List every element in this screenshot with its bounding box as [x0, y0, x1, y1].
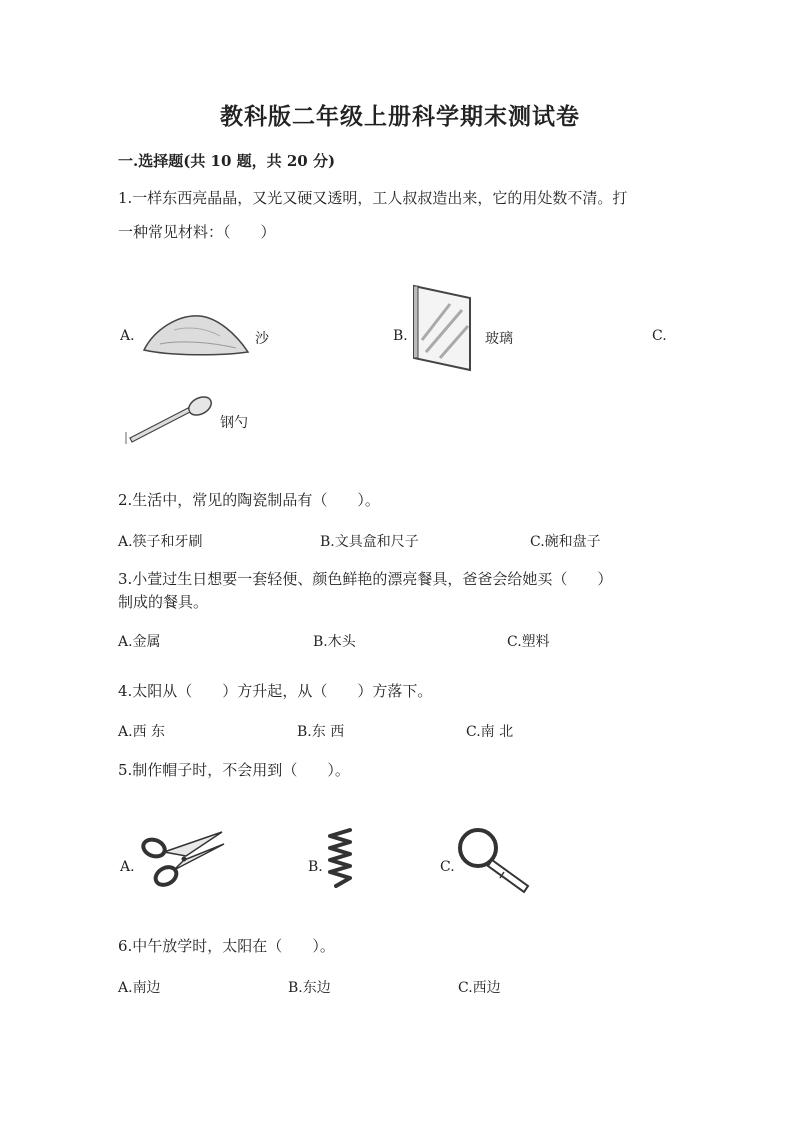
- q2-option-c: C.碗和盘子: [530, 534, 601, 550]
- q1-option-a-label: 沙: [255, 331, 269, 347]
- q1-option-a-letter: A.: [120, 328, 135, 344]
- q3-option-a: A.金属: [118, 634, 161, 650]
- q6-option-b: B.东边: [288, 980, 331, 996]
- q1-option-b-label: 玻璃: [485, 331, 513, 347]
- q4-option-c: C.南 北: [466, 724, 514, 740]
- magnifying-glass-icon: [454, 824, 538, 894]
- question-3-line-1: 3.小萱过生日想要一套轻便、颜色鲜艳的漂亮餐具，爸爸会给她买（ ）: [118, 570, 613, 588]
- question-1-line-1: 1.一样东西亮晶晶，又光又硬又透明，工人叔叔造出来，它的用处数不清。打: [118, 189, 628, 207]
- q1-option-c-letter: C.: [652, 328, 667, 344]
- q4-option-b: B.东 西: [297, 724, 345, 740]
- question-5-line-1: 5.制作帽子时，不会用到（ ）。: [118, 761, 350, 779]
- q5-option-c-letter: C.: [440, 859, 455, 875]
- q6-option-c: C.西边: [458, 980, 501, 996]
- section-heading: 一.选择题(共 10 题，共 20 分): [118, 152, 336, 170]
- question-4-line-1: 4.太阳从（ ）方升起，从（ ）方落下。: [118, 682, 433, 700]
- q5-option-b-letter: B.: [308, 859, 323, 875]
- page-title: 教科版二年级上册科学期末测试卷: [220, 103, 580, 130]
- q2-option-a: A.筷子和牙刷: [118, 534, 203, 550]
- steel-spoon-icon: [120, 392, 216, 450]
- sand-pile-icon: [140, 310, 252, 358]
- q5-option-a-letter: A.: [120, 859, 135, 875]
- q4-option-a: A.西 东: [118, 724, 166, 740]
- q3-option-b: B.木头: [313, 634, 356, 650]
- q1-option-c-label: 钢勺: [220, 415, 248, 431]
- question-6-line-1: 6.中午放学时，太阳在（ ）。: [118, 937, 335, 955]
- scissors-icon: [140, 826, 226, 890]
- spring-icon: [322, 826, 358, 890]
- q6-option-a: A.南边: [118, 980, 161, 996]
- q3-option-c: C.塑料: [507, 634, 550, 650]
- q1-option-b-letter: B.: [393, 328, 408, 344]
- glass-pane-icon: [410, 284, 474, 374]
- q2-option-b: B.文具盒和尺子: [320, 534, 419, 550]
- question-2-line-1: 2.生活中，常见的陶瓷制品有（ ）。: [118, 491, 380, 509]
- question-3-line-2: 制成的餐具。: [118, 593, 209, 611]
- question-1-line-2: 一种常见材料：（ ）: [118, 223, 276, 241]
